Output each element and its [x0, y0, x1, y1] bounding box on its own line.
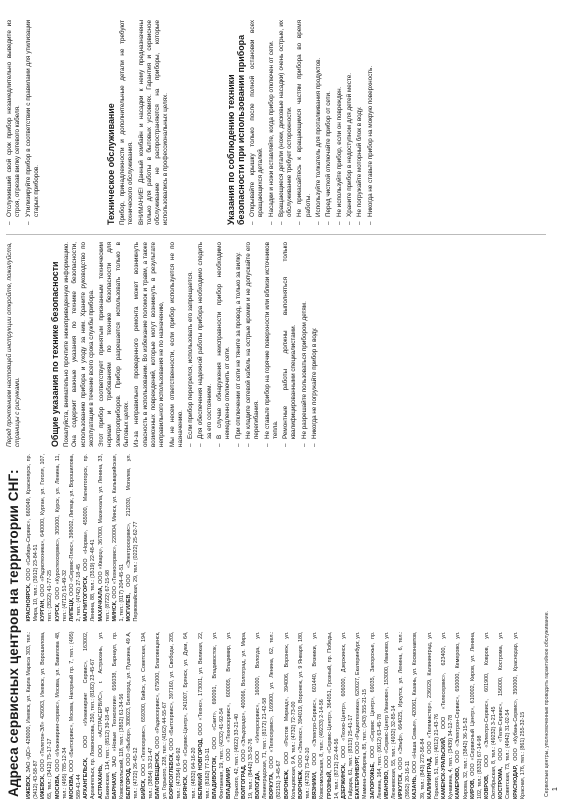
service-details: ООО «Сервисный Центр», 610002, Киров, ул. Ленина, 102, тел.: (8332) 67-14-98 — [469, 631, 483, 799]
service-details: ЗАО «Новые Технологии» 656038, Барнаул, пр. Комсомольский, 118, тел.: (3852) 61-34-56 — [111, 631, 126, 799]
service-details: ООО «Сервис-Центр Иваново», 153000, Иваново, ул. Лежневская, 55, тел.: (4932) 32-85-14 — [383, 631, 397, 799]
service-city: ЕКАТЕРИНБУРГ, — [355, 755, 362, 799]
service-entry — [212, 632, 226, 800]
service-entry — [484, 632, 498, 800]
service-city: КАМЕРОВО, — [455, 766, 462, 799]
service-details: ООО «Выбор», 308023, Белгород, ул. Пушкина, 49 А, тел.: (4722) 26-45-12 — [126, 631, 140, 799]
usage-bullet: – Храните прибор в недоступном для детей месте. — [346, 20, 354, 225]
service-city: МАГНИТОГОРСК, — [83, 575, 90, 622]
service-entry — [398, 632, 412, 800]
service-city: ВЯЗНИКИ, — [312, 771, 319, 799]
service-city: ИЖЕВСК, — [40, 774, 47, 799]
service-details: ООО «АСТРАСЕРВИС», г. Астрахань, ул. Бакинская, 114, тел.: (8512) 39-18-45 — [97, 631, 111, 799]
service-details: ООО «Техно», 173001, ул. Великая, 22, тел.: (8162) 77-10-11 — [197, 631, 211, 799]
service-entry — [513, 632, 527, 800]
service-entry — [427, 632, 441, 800]
service-entry — [126, 632, 140, 800]
service-city: ГРОЗНЫЙ, — [326, 770, 333, 799]
maintenance-paragraph: ВНИМАНИЕ! Данный комбайн и насадки к нему предназначены только для работы в бытовых условиях. Гарантия и сервисное обслуживание не распространяются на приборы, которые использовались в профессиональных целях. — [137, 20, 170, 225]
service-city: МОГИЛЕВ, — [126, 593, 133, 622]
service-entry — [26, 454, 40, 622]
service-details: ООО «Электрон-Сервис», 650000, Кемерово, ул. Кирова, 32, тел.: (3842) 36-15-52 — [455, 631, 469, 799]
service-details: ООО «Ростов Мириад», 394006, Воронеж, ул. Кольцовская, 9 А, тел.: (4732) 72-73-00 — [283, 631, 297, 799]
service-centers-column — [6, 454, 541, 799]
service-entry — [55, 454, 69, 622]
service-details: ООО «Кварц», 367000, Махачкала, ул. Ленина, 33, тел.: (8722) 67-15-98 — [97, 454, 111, 622]
service-details: ООО «Техносервис», 600005, Владимир, ул. Горького, 42, тел.: (4922) 33-21-40 — [226, 631, 240, 799]
service-city: ИВАНОВО, — [383, 770, 390, 799]
service-entry — [498, 632, 512, 800]
maintenance-paragraph: Прибор, принадлежности и дополнительные детали не требуют технического обслуживания. — [119, 20, 135, 225]
general-paragraph: Из-за неправильно проведенного ремонта может возникнуть опасность в использовании. Во избежание поломок и травм, а также возможных повреждений, которые могут возникнуть в результате неправильного использования не по назначению, — [133, 242, 166, 447]
service-details: ООО «Электро-Сервис», 601900, Ковров, ул. Октябрьская, 8, тел.: (49232) 3-21-45 — [484, 631, 498, 799]
service-city: КАЗАНЬ, — [412, 775, 419, 799]
service-entry — [183, 632, 197, 800]
service-details: ООО «Техносервис», 220004, Минск, ул. Кальварийская, 1, тел.: (017) 204-45-51 — [111, 454, 126, 622]
service-city: КУРСК, — [54, 602, 61, 622]
service-entry — [126, 454, 140, 622]
service-entry — [98, 454, 112, 622]
usage-bullet: – Перед чисткой отключайте прибор от сети. — [325, 20, 333, 225]
service-city: ВОРОНЕЖ, — [297, 769, 304, 799]
page-number: 1 — [552, 787, 559, 791]
service-details: ООО «Радиосервис», 675000, Благовещенск, ул. Горького, 228, тел.: (4162) 44-55-67 — [154, 631, 168, 799]
usage-bullet: – Не прикасайтесь к вращающимся частям прибора во время работы. — [296, 20, 313, 225]
service-entry — [155, 632, 169, 800]
service-details: ООО «Саит», 690091, Владивосток, ул. Фонтанная, 19, тел.: (4232) 41-92-54 — [212, 631, 226, 799]
general-paragraph: Пожалуйста, внимательно прочтите нижеприведенную информацию. Она содержит важные указания по технике безопасности, использованию прибора и уходу за ним. Храните руководство по эксплуатации в течение всего срока службы прибора. — [63, 242, 95, 447]
service-details: ООО «Радиотехника», 620027, Екатеринбург, ул. Мамина-Сибиряка, 85, тел.: (343) 355-21-15 — [355, 631, 369, 799]
general-paragraph: Мы не несем ответственности, если прибор используется не по назначению. — [168, 242, 184, 447]
service-entry — [40, 454, 54, 622]
service-city: ДЗЕРЖИНСК, — [340, 763, 347, 799]
service-city: ВОЛОГДА, — [255, 771, 261, 799]
service-details: ООО «Сервис-Плюс», 398002, Липецк, ул. Ворошилова, 2, тел.: (4742) 27-18-45 — [68, 454, 83, 622]
service-city: БИЙСК, — [140, 778, 147, 799]
service-details: ООО «Эльдорадо», 400066, Волгоград, ул. Мира, 19, тел.: (8442) 33-52-76 — [240, 631, 254, 799]
service-entry — [384, 632, 398, 800]
service-details: ООО «Интерсервис», 160000, Вологда, ул. Ленинградская, 71, тел.: (8172) 21-42-58 — [255, 631, 269, 799]
service-city: МОСКВА, — [68, 774, 75, 799]
usage-bullet: – Никогда не ставьте прибор на мокрую поверхность. — [367, 20, 375, 225]
service-details: ООО «Радиотехника», 640000, Курган, ул. Гоголя, 107, тел.: (3522) 41-77-25 — [40, 454, 54, 622]
service-entry — [312, 632, 326, 800]
service-entry — [83, 632, 97, 800]
service-entry — [198, 632, 212, 800]
service-city: КОСТРОМА, — [498, 766, 505, 799]
service-city: ИЖЕВСК, — [26, 774, 32, 799]
service-city: КРАСНОЯРСК, — [26, 583, 32, 622]
service-entry — [412, 632, 426, 800]
service-entry — [327, 632, 341, 800]
service-details: ООО «Норма», 455000, Магнитогорск, пр. Ленина, 88, тел.: (3519) 22-48-41 — [83, 454, 97, 622]
service-city: ВЛАДИМИР, — [226, 766, 233, 799]
service-city: БАРНАУЛ, — [111, 771, 118, 799]
service-entry — [112, 632, 126, 800]
service-details: ЗАО «ДС» 426000, Ижевск, ул. Карла Маркса 303, тел.: (3412) 43-58-87 — [26, 631, 40, 799]
service-entry — [112, 454, 126, 622]
service-entry — [355, 632, 369, 800]
service-details: ООО «Эльтекс», 394019, Воронеж, ул. 9 Января, 180, тел.: (4732) 73-42-10 — [297, 631, 312, 799]
usage-safety-section — [226, 20, 377, 225]
service-details: ООО «Кубань-Сервис», 350000, Краснодар, ул. Красная, 176, тел.: (861) 255-32-15 — [512, 631, 526, 799]
service-details: ООО «Сервис-Центр», 364051, Грозный, пр. Победы, 14, тел.: (8712) 22-44-56 — [326, 631, 340, 799]
service-details: ООО «Электро-Сервис», 601440, Вязники, ул. Комсомольская, 8, тел.: (49233) 2-14-56 — [312, 631, 326, 799]
general-safety-section — [50, 242, 321, 447]
service-city: КУРГАН, — [40, 599, 47, 622]
usage-bullet: – Не погружайте моторный блок в воду. — [356, 20, 364, 225]
service-entry — [455, 632, 469, 800]
service-entry — [83, 454, 97, 622]
service-details: ООО «Бытсервис», Москва, Нагорный пр. 7, тел.: (495) 589-41-44 — [68, 631, 83, 799]
service-entry — [470, 632, 484, 800]
general-paragraph: Этот прибор соответствует принятым признанным техническим нормам и требованиям по технике безопасности для электроприборов. Прибор разрешается использовать только в бытовых целях. — [98, 242, 131, 447]
usage-bullet: – Вращающиеся детали (ножи, дисковые насадки) очень острые, их обслуживание требует осторожности. — [278, 20, 295, 225]
service-centers-list — [26, 454, 541, 799]
usage-safety-heading: Указания по соблюдению техники безопасности при использовании прибора — [226, 34, 246, 225]
service-details: ООО «Сервис-Центр», 241007, Брянск, ул. Дуки, 64, тел.: (4832) 64-16-20 — [183, 631, 197, 799]
service-details: ООО «Телесервис», 623400, ул. Кунавина, 4, тел.: (3439) 34-12-78 — [441, 631, 455, 799]
notice-italic: Перед прочтением настоящей инструкции откройте, пожалуйста, страницы с рисунками. — [6, 242, 22, 447]
general-bullet: – При отключении от сети не тяните за провод, а только за вилку. — [235, 242, 243, 447]
service-city: БЕЛГОРОД, — [126, 767, 133, 799]
service-entry — [298, 632, 312, 800]
usage-bullet: – Используйте толкатель для проталкивания продуктов. — [315, 20, 323, 225]
usage-bullet: – Открывайте крышку только после полной остановки всех вращающихся деталей. — [249, 20, 266, 225]
service-city: ИРКУТСК, — [398, 772, 405, 799]
service-city: ВОРОНЕЖ, — [283, 769, 290, 799]
service-details: ООО «Теле-Сервис», 156000, Кострома, ул. Советская, 73, тел.: (4942) 31-02-54 — [498, 631, 512, 799]
column-divider — [6, 234, 546, 235]
service-details: ООО «Сибирь-Сервис», 660049, Красноярск, пр. Мира, 10, тел.: (3912) 23-84-51 — [26, 454, 40, 622]
instructions-column — [6, 9, 546, 447]
usage-bullet: – Не используйте прибор, если он поврежден. — [336, 20, 344, 225]
service-city: МОСКВА, — [54, 774, 61, 799]
service-city: КАМЕНСК-УРАЛЬСКИЙ, — [441, 736, 448, 799]
maintenance-heading: Техническое обслуживание — [106, 103, 116, 225]
disposal-bullet: – Отслуживший свой срок прибор незамедлительно выведите из строя, отрезав вилку сетевого кабеля. — [6, 20, 23, 225]
service-city: ЗАПОРОЖЬЕ, — [369, 762, 376, 799]
service-entry — [284, 632, 298, 800]
service-entry — [55, 632, 69, 800]
service-entry — [169, 632, 183, 800]
general-safety-heading: Общие указания по технике безопасности — [50, 261, 60, 447]
disposal-notes — [6, 20, 43, 225]
service-entry — [269, 632, 283, 800]
service-city: БРЯНСК, — [183, 775, 190, 799]
service-city: ВЛАДИВОСТОК, — [212, 755, 219, 799]
service-details: ООО «Инжиниринг Сервис», 163002, Архангельск, пр. Ломоносова, 250, тел.: (8182) 23-45-67 — [83, 631, 97, 799]
general-bullet: – Не разрешайте пользоваться прибором детям. — [301, 242, 309, 447]
service-entry — [370, 632, 384, 800]
service-city: ЛИПЕЦК, — [68, 597, 75, 622]
service-entry — [255, 632, 269, 800]
service-city: ВОЛГОГРАД, — [240, 764, 247, 799]
general-bullet: – Никогда не погружайте прибор в воду. — [311, 242, 319, 447]
service-details: ООО «Курсктехсервис», 305000, Курск, ул. Ленина, 11, тел.: (4712) 51-49-32 — [54, 454, 68, 622]
service-entry — [98, 632, 112, 800]
general-bullet: – Если прибор перегрелся, использовать его запрещается. — [187, 242, 195, 447]
service-entry — [69, 454, 83, 622]
disposal-bullet: – Утилизируйте прибор в соответствии с правилами для утилизации старых приборов. — [25, 20, 42, 225]
footnote: Сервисные центры, уполномоченные проводить гарантийное обслуживание. — [544, 610, 550, 797]
service-details: ООО «Техно-Центр», 606000, Дзержинск, ул. Гайдара, 61, тел.: (8313) 25-41-17 — [340, 631, 355, 799]
general-bullet: – В случае обнаружения неисправности прибор необходимо немедленно отключить от сети. — [216, 242, 233, 447]
general-bullet: – Для обеспечения надежной работы прибора необходимо следить за его состоянием. — [197, 242, 214, 447]
service-details: ООО «Инжиниринг-сервис», Москва, ул. Вавилова 48, тел.: (495) 785-12-34 — [54, 631, 68, 799]
service-details: ООО «Электросервис», 212030, Могилев, ул. Первомайская, 29, тел.: (0222) 25-62-77 — [126, 454, 140, 622]
service-city: АСТРАХАНЬ, — [97, 764, 104, 799]
general-bullet: – Не ставьте прибор на горячие поверхности или вблизи источников тепла. — [264, 242, 281, 447]
general-bullet: – Не кладите сетевой кабель на острые кромки и не допускайте его перегибания. — [245, 242, 262, 447]
service-city: КАЛИНИНГРАД, — [426, 756, 433, 799]
service-city: КИРОВ, — [469, 778, 476, 799]
service-entry — [241, 632, 255, 800]
service-city: МИНСК, — [111, 600, 118, 622]
service-city: БЛАГОВЕЩЕНСК, — [154, 751, 161, 799]
service-city: БОРИСОГЛЕБСК, — [169, 752, 176, 799]
service-entry — [69, 632, 83, 800]
service-entry — [441, 632, 455, 800]
service-details: ООО «Телесервис», 659300, Бийск, ул. Советская, 194, тел.: (3854) 33-21-47 — [140, 631, 154, 799]
service-city: АРХАНГЕЛЬСК, — [83, 757, 90, 799]
service-city: ВЕЛИКИЙ НОВГОРОД, — [197, 738, 204, 799]
service-details: ООО «Телемастер», 236029, Калининград, ул. Горького, 51, тел.: (4012) 21-43-76 — [426, 631, 440, 799]
service-entry — [26, 632, 40, 800]
service-details: ООО «Наша Семья», 420061, Казань, ул. Космонавтов, 39, тел.: (843) 272-56-84 — [412, 631, 426, 799]
service-city: ВОРКУТА, — [269, 772, 276, 799]
usage-bullet: – Насадки и ножи вставляйте, когда прибор отключен от сети. — [268, 20, 276, 225]
service-details: ООО «Телетон-ЭЛ» 426063, Ижевск, ул. Ворошилова, 65, тел.: (3412) 75-17-17 — [40, 631, 54, 799]
service-entry — [141, 632, 155, 800]
service-entry — [226, 632, 240, 800]
maintenance-section — [106, 20, 173, 225]
service-details: ООО «Эльф», 664025, Иркутск, ул. Ленина, 6, тел.: (3952) 20-16-11 — [398, 631, 412, 799]
service-city: МАХАЧКАЛА, — [97, 585, 104, 622]
service-entry — [40, 632, 54, 800]
service-details: ООО «Бытсервис», 397160, ул. Свободы, 205, тел.: (47354) 6-48-92 — [169, 631, 183, 799]
service-city: КРАСНОДАР, — [512, 764, 519, 799]
service-centers-title: Адреса сервисных центров на территории СНГ: — [6, 469, 21, 797]
service-details: ООО «Телесервис», 169900, ул. Ленина, 62, тел.: (82151) 3-45-67 — [269, 631, 283, 799]
service-city: КОВРОВ, — [484, 774, 490, 799]
service-details: ООО «Сервис Центр», 69035, Запорожье, пр. Ленина, 164, тел.: (0612) 63-45-78 — [369, 631, 383, 799]
service-entry — [341, 632, 355, 800]
general-bullet: – Ремонтные работы должны выполняться только квалифицированными специалистами. — [282, 242, 299, 447]
